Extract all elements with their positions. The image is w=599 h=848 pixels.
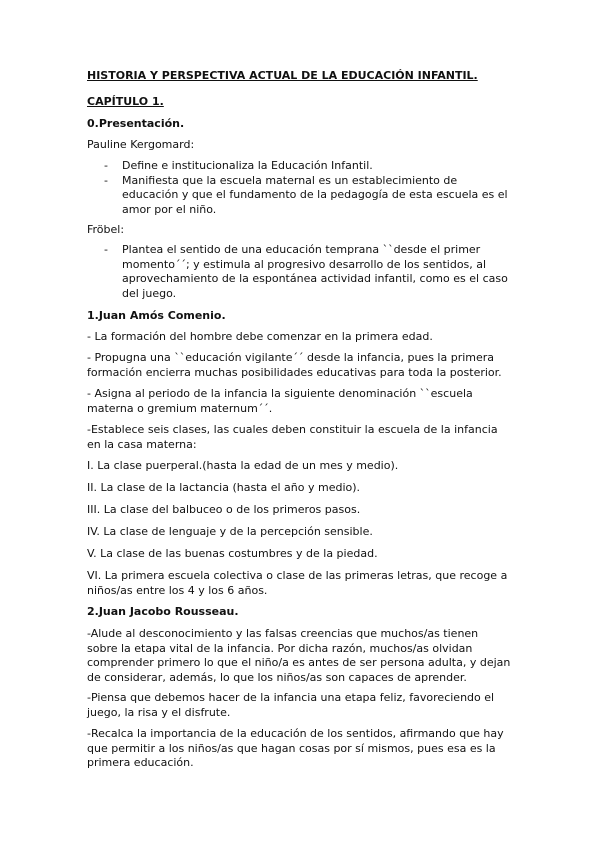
list-item: - Manifiesta que la escuela maternal es un establecimiento de educación y que el fundamento de la pedagogía de esta escuela es el amor por el niño. <box>104 174 514 218</box>
paragraph: V. La clase de las buenas costumbres y de la piedad. <box>87 547 378 560</box>
section-heading-rousseau: 2.Juan Jacobo Rousseau. <box>87 605 239 618</box>
kergomard-list <box>104 159 514 217</box>
document-title: HISTORIA Y PERSPECTIVA ACTUAL DE LA EDUCACIÓN INFANTIL. <box>87 69 478 82</box>
chapter-heading: CAPÍTULO 1. <box>87 95 164 108</box>
paragraph: VI. La primera escuela colectiva o clase de las primeras letras, que recoge a niños/as entre los 4 y los 6 años. <box>87 569 508 597</box>
frobel-list <box>104 243 514 301</box>
list-item: - Define e institucionaliza la Educación Infantil. <box>104 159 514 174</box>
paragraph: -Recalca la importancia de la educación de los sentidos, afirmando que hay que permitir a los niños/as que hagan cosas por sí mismos, pues esa es la primera educación. <box>87 727 504 769</box>
paragraph: -Establece seis clases, las cuales deben constituir la escuela de la infancia en la casa materna: <box>87 423 498 451</box>
paragraph: - Propugna una ``educación vigilante´´ desde la infancia, pues la primera formación encierra muchas posibilidades educativas para toda la posterior. <box>87 351 502 379</box>
paragraph: -Alude al desconocimiento y las falsas creencias que muchos/as tienen sobre la etapa vital de la infancia. Por dicha razón, muchos/as olvidan comprender primero lo que el niño/a es antes de ser persona adulta, y dejan de considerar, además, lo que los niños/as son capaces de aprender. <box>87 627 511 684</box>
paragraph: - Asigna al periodo de la infancia la siguiente denominación ``escuela materna o gremium maternum´´. <box>87 387 473 415</box>
list-item: - Plantea el sentido de una educación temprana ``desde el primer momento´´; y estimula al progresivo desarrollo de los sentidos, al aprovechamiento de la espontánea actividad infantil, como es el caso del juego. <box>104 243 514 301</box>
paragraph: III. La clase del balbuceo o de los primeros pasos. <box>87 503 361 516</box>
paragraph: - La formación del hombre debe comenzar en la primera edad. <box>87 330 433 343</box>
paragraph: IV. La clase de lenguaje y de la percepción sensible. <box>87 525 373 538</box>
paragraph: I. La clase puerperal.(hasta la edad de un mes y medio). <box>87 459 399 472</box>
paragraph: II. La clase de la lactancia (hasta el año y medio). <box>87 481 361 494</box>
section-heading-presentacion: 0.Presentación. <box>87 117 185 130</box>
kergomard-label: Pauline Kergomard: <box>87 138 195 151</box>
paragraph: -Piensa que debemos hacer de la infancia una etapa feliz, favoreciendo el juego, la risa y el disfrute. <box>87 691 495 719</box>
section-heading-comenio: 1.Juan Amós Comenio. <box>87 309 226 322</box>
frobel-label: Fröbel: <box>87 223 125 236</box>
